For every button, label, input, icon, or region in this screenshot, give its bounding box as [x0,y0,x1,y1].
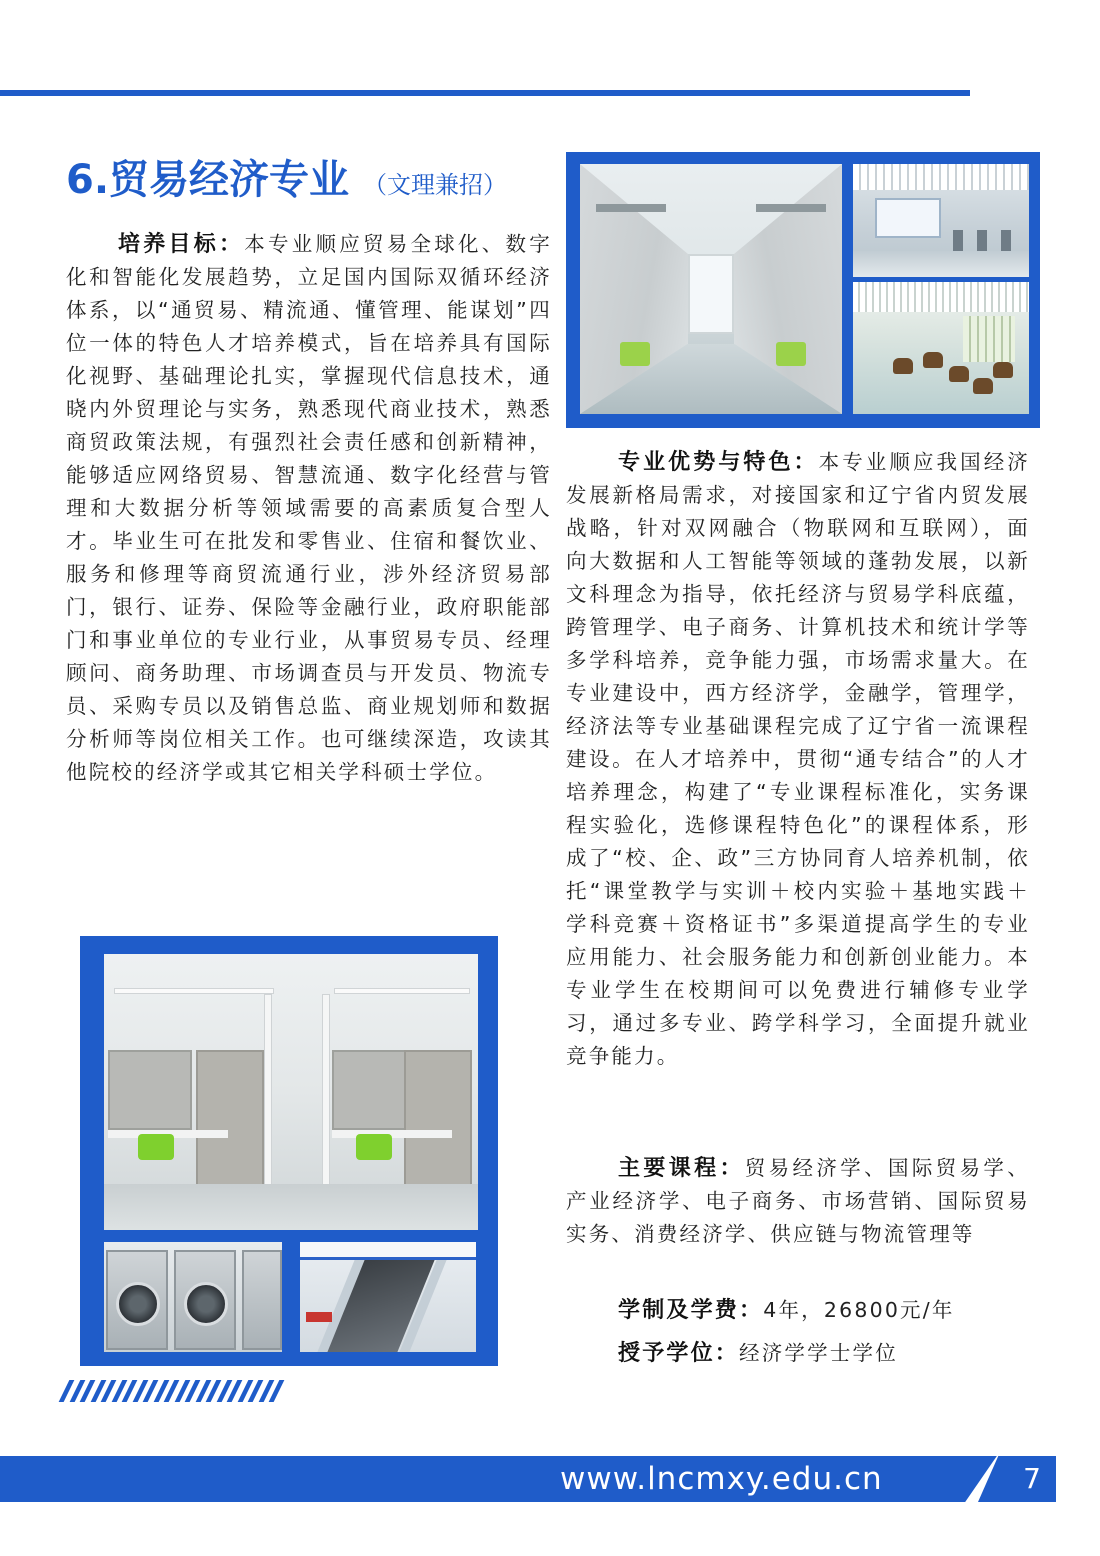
degree-line [618,1337,1038,1370]
advantages-paragraph [566,446,1030,1073]
courses-heading: 主要课程： [618,1155,745,1181]
training-goal-paragraph [66,228,552,789]
training-goal-heading: 培养目标： [118,231,245,257]
campus-photo-collage-bottom [80,936,498,1366]
training-goal-text: 本专业顺应贸易全球化、数字化和智能化发展趋势，立足国内国际双循环经济体系，以“通贸易、精流通、懂管理、能谋划”四位一体的特色人才培养模式，旨在培养具有国际化视野、基础理论扎实，掌握现代信息技术，通晓内外贸理论与实务，熟悉现代商业技术，熟悉商贸政策法规，有强烈社会责任感和创新精神，能够适应网络贸易、智慧流通、数字化经营与管理和大数据分析等领域需要的高素质复合型人才。毕业生可在批发和零售业、住宿和餐饮业、服务和修理等商贸流通行业，涉外经济贸易部门，银行、证券、保险等金融行业，政府职能部门和事业单位的专业行业，从事贸易专员、经理顾问、商务助理、市场调查员与开发员、物流专员、采购专员以及销售总监、商业规划师和数据分析师等岗位相关工作。也可继续深造，攻读其他院校的经济学或其它相关学科硕士学位。 [66,232,552,784]
duration-fees-heading: 学制及学费： [618,1297,764,1323]
dorm-room-photo [104,954,478,1230]
lounge-photo [853,282,1029,414]
advantages-heading: 专业优势与特色： [618,449,819,475]
courses-text: 贸易经济学、国际贸易学、产业经济学、电子商务、市场营销、国际贸易实务、消费经济学、供应链与物流管理等 [566,1156,1030,1246]
footer-bar [0,1456,1056,1502]
major-title: 6.贸易经济专业 [66,157,350,203]
page-number: 7 [1023,1462,1041,1495]
duration-fees-text: 4年，26800元/年 [763,1298,955,1322]
degree-heading: 授予学位： [618,1340,740,1366]
duration-fees-line [618,1294,1038,1327]
dorm-corridor-photo [580,164,842,414]
advantages-text: 本专业顺应我国经济发展新格局需求，对接国家和辽宁省内贸发展战略，针对双网融合（物联网和互联网），面向大数据和人工智能等领域的蓬勃发展，以新文科理念为指导，依托经济与贸易学科底蕴，跨管理学、电子商务、计算机技术和统计学等多学科培养，竞争能力强，市场需求量大。在专业建设中，西方经济学，金融学，管理学，经济法等专业基础课程完成了辽宁省一流课程建设。在人才培养中，贯彻“通专结合”的人才培养理念，构建了“专业课程标准化，实务课程实验化，选修课程特色化”的课程体系，形成了“校、企、政”三方协同育人培养机制，依托“课堂教学与实训＋校内实验＋基地实践＋学科竞赛＋资格证书”多渠道提高学生的专业应用能力、社会服务能力和创新创业能力。本专业学生在校期间可以免费进行辅修专业学习，通过多专业、跨学科学习，全面提升就业竞争能力。 [566,450,1030,1068]
top-rule [0,90,970,96]
escalator-photo [300,1242,476,1352]
courses-paragraph [566,1152,1030,1251]
slash-ornament [64,1380,304,1404]
page-title [66,148,508,203]
campus-photo-collage-top [566,152,1040,428]
enrollment-note: （文理兼招） [363,171,508,199]
website-url[interactable]: www.lncmxy.edu.cn [560,1461,883,1497]
lobby-photo [853,164,1029,277]
laundry-room-photo [104,1242,282,1352]
degree-text: 经济学学士学位 [739,1341,898,1365]
